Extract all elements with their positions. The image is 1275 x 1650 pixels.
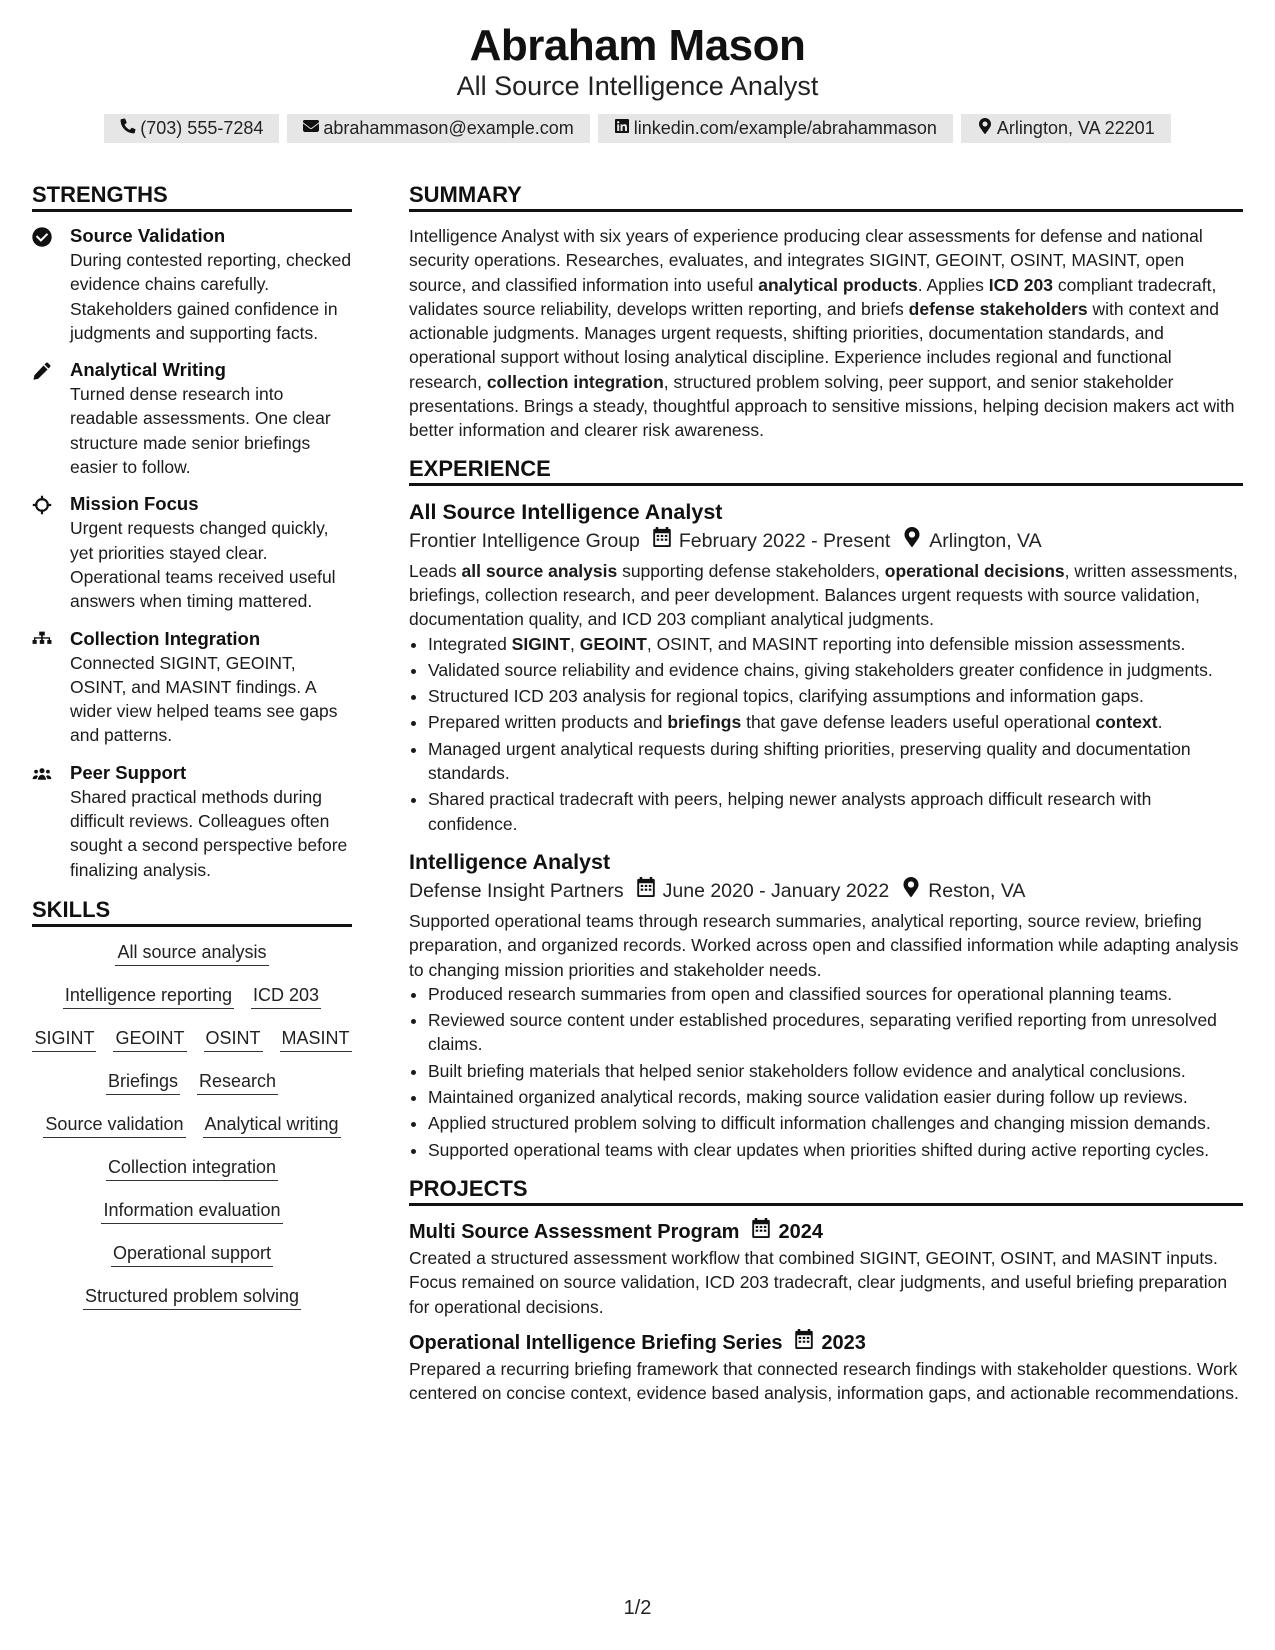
bold-text: ICD 203: [988, 274, 1053, 295]
bold-text: SIGINT: [511, 633, 571, 654]
skill-tag: MASINT: [280, 1026, 352, 1052]
project-year: 2024: [778, 1220, 823, 1243]
skill-tag: Research: [197, 1069, 278, 1095]
skill-tag: Analytical writing: [203, 1112, 341, 1138]
map-marker-icon: [903, 526, 929, 556]
strength-desc: Shared practical methods during difficult reviews. Colleagues often sought a second perspective before finalizing analysis.: [70, 786, 348, 880]
skills-row: [32, 1155, 352, 1181]
linkedin-text: linkedin.com/example/abrahammason: [633, 118, 937, 138]
strength-title: Analytical Writing: [70, 359, 226, 381]
email-text: abrahammason@example.com: [323, 118, 574, 138]
skill-tag: Collection integration: [106, 1155, 278, 1181]
skills-heading: SKILLS: [32, 895, 352, 927]
envelope-icon: [303, 114, 323, 143]
bullet-item: [428, 710, 1243, 734]
project-entry: [409, 1329, 1243, 1406]
page-number: 1/2: [623, 1597, 652, 1619]
skill-tag: Information evaluation: [101, 1198, 282, 1224]
text-run: with context and actionable judgments. Manages urgent requests, shifting priorities, documentation standards, and operational support without losing analytical discipline. Experience includes regional and functional research,: [409, 298, 1219, 392]
skills-row: [32, 1026, 352, 1052]
bullet-item: [428, 658, 1243, 682]
map-marker-icon: [902, 876, 928, 906]
text-run: , structured problem solving, peer support, and senior stakeholder presentations. Brings a steady, thoughtful approach to sensitive missions, helping decision makers act with better information and clearer risk awareness.: [409, 371, 1235, 441]
job-location: Arlington, VA: [929, 529, 1042, 552]
text-run: supporting defense stakeholders,: [617, 560, 885, 581]
skills-row: [32, 1284, 352, 1310]
projects-heading: PROJECTS: [409, 1174, 1243, 1206]
text-run: compliant tradecraft, validates source reliability, develops written reporting, and briefs: [409, 274, 1217, 319]
strengths-heading: STRENGTHS: [32, 180, 352, 212]
phone-text: (703) 555-7284: [140, 118, 264, 138]
pencil-icon: [32, 358, 70, 479]
bullet-item: [428, 1059, 1243, 1083]
calendar-icon: [739, 1218, 778, 1246]
bullet-item: [428, 737, 1243, 786]
project-header: [409, 1218, 1243, 1246]
job-meta: [409, 876, 1243, 906]
candidate-name: Abraham Mason: [469, 21, 806, 70]
text-run: Prepared written products and: [428, 712, 668, 733]
job-description: [409, 909, 1243, 982]
strength-desc: During contested reporting, checked evidence chains carefully. Stakeholders gained confidence in judgments and supporting facts.: [70, 250, 352, 343]
job-title: All Source Intelligence Analyst: [409, 499, 723, 524]
skills-row: [32, 1198, 352, 1224]
location-text: Arlington, VA 22201: [996, 118, 1155, 138]
text-run: . Applies: [917, 274, 989, 295]
text-run: Structured ICD 203 analysis for regional topics, clarifying assumptions and information gaps.: [428, 686, 1144, 707]
skill-tag: ICD 203: [251, 983, 321, 1009]
project-header: [409, 1329, 1243, 1357]
strength-title: Peer Support: [70, 761, 187, 783]
job-entry: [409, 498, 1243, 836]
strength-title: Mission Focus: [70, 493, 199, 515]
strength-desc: Connected SIGINT, GEOINT, OSINT, and MASINT findings. A wider view helped teams see gaps and patterns.: [70, 652, 338, 746]
text-run: Intelligence Analyst with six years of experience producing clear assessments for defense and national security operations. Researches, evaluates, and integrates SIGINT, GEOINT, OSINT, MASINT, open source, and classified information into useful: [409, 226, 1203, 295]
job-description: [409, 559, 1243, 632]
project-title: Multi Source Assessment Program: [409, 1220, 740, 1243]
skills-row: [32, 1112, 352, 1138]
project-year: 2023: [821, 1331, 866, 1354]
skill-tag: Structured problem solving: [83, 1284, 301, 1310]
resume-header: [0, 20, 1275, 143]
skill-tag: Intelligence reporting: [63, 983, 234, 1009]
left-column: [32, 180, 352, 1310]
text-run: Built briefing materials that helped senior stakeholders follow evidence and analytical conclusions.: [428, 1060, 1186, 1081]
bold-text: briefings: [667, 712, 742, 733]
skill-tag: SIGINT: [32, 1026, 96, 1052]
bullet-item: [428, 982, 1243, 1006]
skill-tag: GEOINT: [113, 1026, 186, 1052]
text-run: , written assessments, briefings, collection research, and peer development. Balances urgent requests with source validation, documentation quality, and ICD 203 compliant analytical judgments.: [409, 560, 1238, 630]
text-run: Applied structured problem solving to difficult information challenges and changing mission demands.: [428, 1113, 1211, 1134]
bullet-item: [428, 1085, 1243, 1109]
strength-item: [32, 627, 352, 748]
right-column: [409, 180, 1243, 1415]
text-run: .: [1157, 712, 1163, 733]
job-entry: [409, 848, 1243, 1162]
bullet-item: [428, 632, 1243, 656]
strength-item: [32, 761, 352, 882]
bullet-item: [428, 787, 1243, 836]
text-run: Supported operational teams through research summaries, analytical reporting, source review, briefing preparation, and organized records. Worked across open and classified information while adapting analysis to changing mission priorities and stakeholder needs.: [409, 910, 1239, 980]
project-title: Operational Intelligence Briefing Series: [409, 1331, 783, 1354]
calendar-icon: [653, 526, 679, 556]
job-dates: February 2022 - Present: [678, 529, 891, 552]
text-run: Leads: [409, 560, 462, 581]
job-dates: June 2020 - January 2022: [662, 879, 890, 902]
text-run: Managed urgent analytical requests during shifting priorities, preserving quality and documentation standards.: [428, 738, 1191, 784]
company-name: Frontier Intelligence Group: [409, 529, 640, 552]
strength-desc: Turned dense research into readable assessments. One clear structure made senior briefings easier to follow.: [70, 384, 331, 478]
summary-text: [409, 224, 1243, 443]
strength-item: [32, 358, 352, 479]
text-run: Shared practical tradecraft with peers, helping newer analysts approach difficult research with confidence.: [428, 789, 1152, 834]
phone-icon: [120, 114, 140, 143]
text-run: Produced research summaries from open and classified sources for operational planning teams.: [428, 983, 1173, 1004]
linkedin-chip[interactable]: [598, 114, 953, 143]
project-description: Created a structured assessment workflow that combined SIGINT, GEOINT, OSINT, and MASINT inputs. Focus remained on source validation, ICD 203 tradecraft, clear judgments, and useful briefing preparation for operational decisions.: [409, 1247, 1228, 1317]
strength-title: Source Validation: [70, 225, 226, 246]
calendar-icon: [637, 876, 663, 906]
check-circle-icon: [32, 224, 70, 345]
text-run: ,: [570, 633, 580, 654]
job-bullets: [409, 632, 1243, 836]
summary-heading: SUMMARY: [409, 180, 1243, 212]
bullet-item: [428, 1138, 1243, 1162]
job-title: Intelligence Analyst: [409, 849, 611, 874]
map-marker-icon: [977, 114, 997, 143]
strength-item: [32, 492, 352, 613]
bullet-item: [428, 684, 1243, 708]
skill-tag: Source validation: [43, 1112, 185, 1138]
bold-text: defense stakeholders: [908, 298, 1088, 319]
job-bullets: [409, 982, 1243, 1162]
email-chip[interactable]: [287, 114, 589, 143]
skill-tag: OSINT: [204, 1026, 263, 1052]
experience-heading: EXPERIENCE: [409, 454, 1243, 486]
strength-desc: Urgent requests changed quickly, yet priorities stayed clear. Operational teams received useful answers when timing mattered.: [70, 518, 336, 612]
bullet-item: [428, 1111, 1243, 1135]
strength-title: Collection Integration: [70, 627, 261, 649]
text-run: Integrated: [428, 633, 512, 654]
bullet-item: [428, 1008, 1243, 1057]
linkedin-icon: [614, 114, 634, 143]
skills-row: [32, 940, 352, 966]
project-entry: [409, 1218, 1243, 1319]
location-chip: [961, 114, 1171, 143]
bold-text: analytical products: [758, 274, 918, 295]
text-run: Validated source reliability and evidence chains, giving stakeholders greater confidence in judgments.: [428, 659, 1213, 680]
skill-tag: Operational support: [111, 1241, 273, 1267]
skills-row: [32, 983, 352, 1009]
text-run: , OSINT, and MASINT reporting into defensible mission assessments.: [646, 633, 1186, 654]
job-meta: [409, 526, 1243, 556]
crosshairs-icon: [32, 492, 70, 613]
skills-row: [32, 1069, 352, 1095]
job-location: Reston, VA: [928, 879, 1026, 902]
project-description: Prepared a recurring briefing framework that connected research findings with stakeholder questions. Work centered on concise context, evidence based analysis, information gaps, and actionable recommendations.: [409, 1358, 1239, 1404]
bold-text: operational decisions: [884, 560, 1065, 581]
skill-tag: Briefings: [106, 1069, 180, 1095]
bold-text: context: [1095, 712, 1158, 733]
bold-text: GEOINT: [579, 633, 647, 654]
strength-item: [32, 224, 352, 345]
company-name: Defense Insight Partners: [409, 879, 624, 902]
bold-text: all source analysis: [461, 560, 618, 581]
text-run: Maintained organized analytical records, making source validation easier during follow up reviews.: [428, 1087, 1188, 1108]
calendar-icon: [782, 1329, 821, 1357]
skills-list: [32, 939, 352, 1310]
users-icon: [32, 761, 70, 882]
bold-text: collection integration: [486, 371, 664, 392]
text-run: Supported operational teams with clear updates when priorities shifted during active reporting cycles.: [428, 1139, 1210, 1160]
candidate-title: All Source Intelligence Analyst: [456, 71, 819, 101]
text-run: Reviewed source content under established procedures, separating verified reporting from unresolved claims.: [428, 1010, 1217, 1055]
skill-tag: All source analysis: [115, 940, 268, 966]
sitemap-icon: [32, 627, 70, 748]
skills-row: [32, 1241, 352, 1267]
contact-bar: [0, 114, 1275, 143]
text-run: that gave defense leaders useful operational: [741, 712, 1096, 733]
phone-chip[interactable]: [104, 114, 279, 143]
